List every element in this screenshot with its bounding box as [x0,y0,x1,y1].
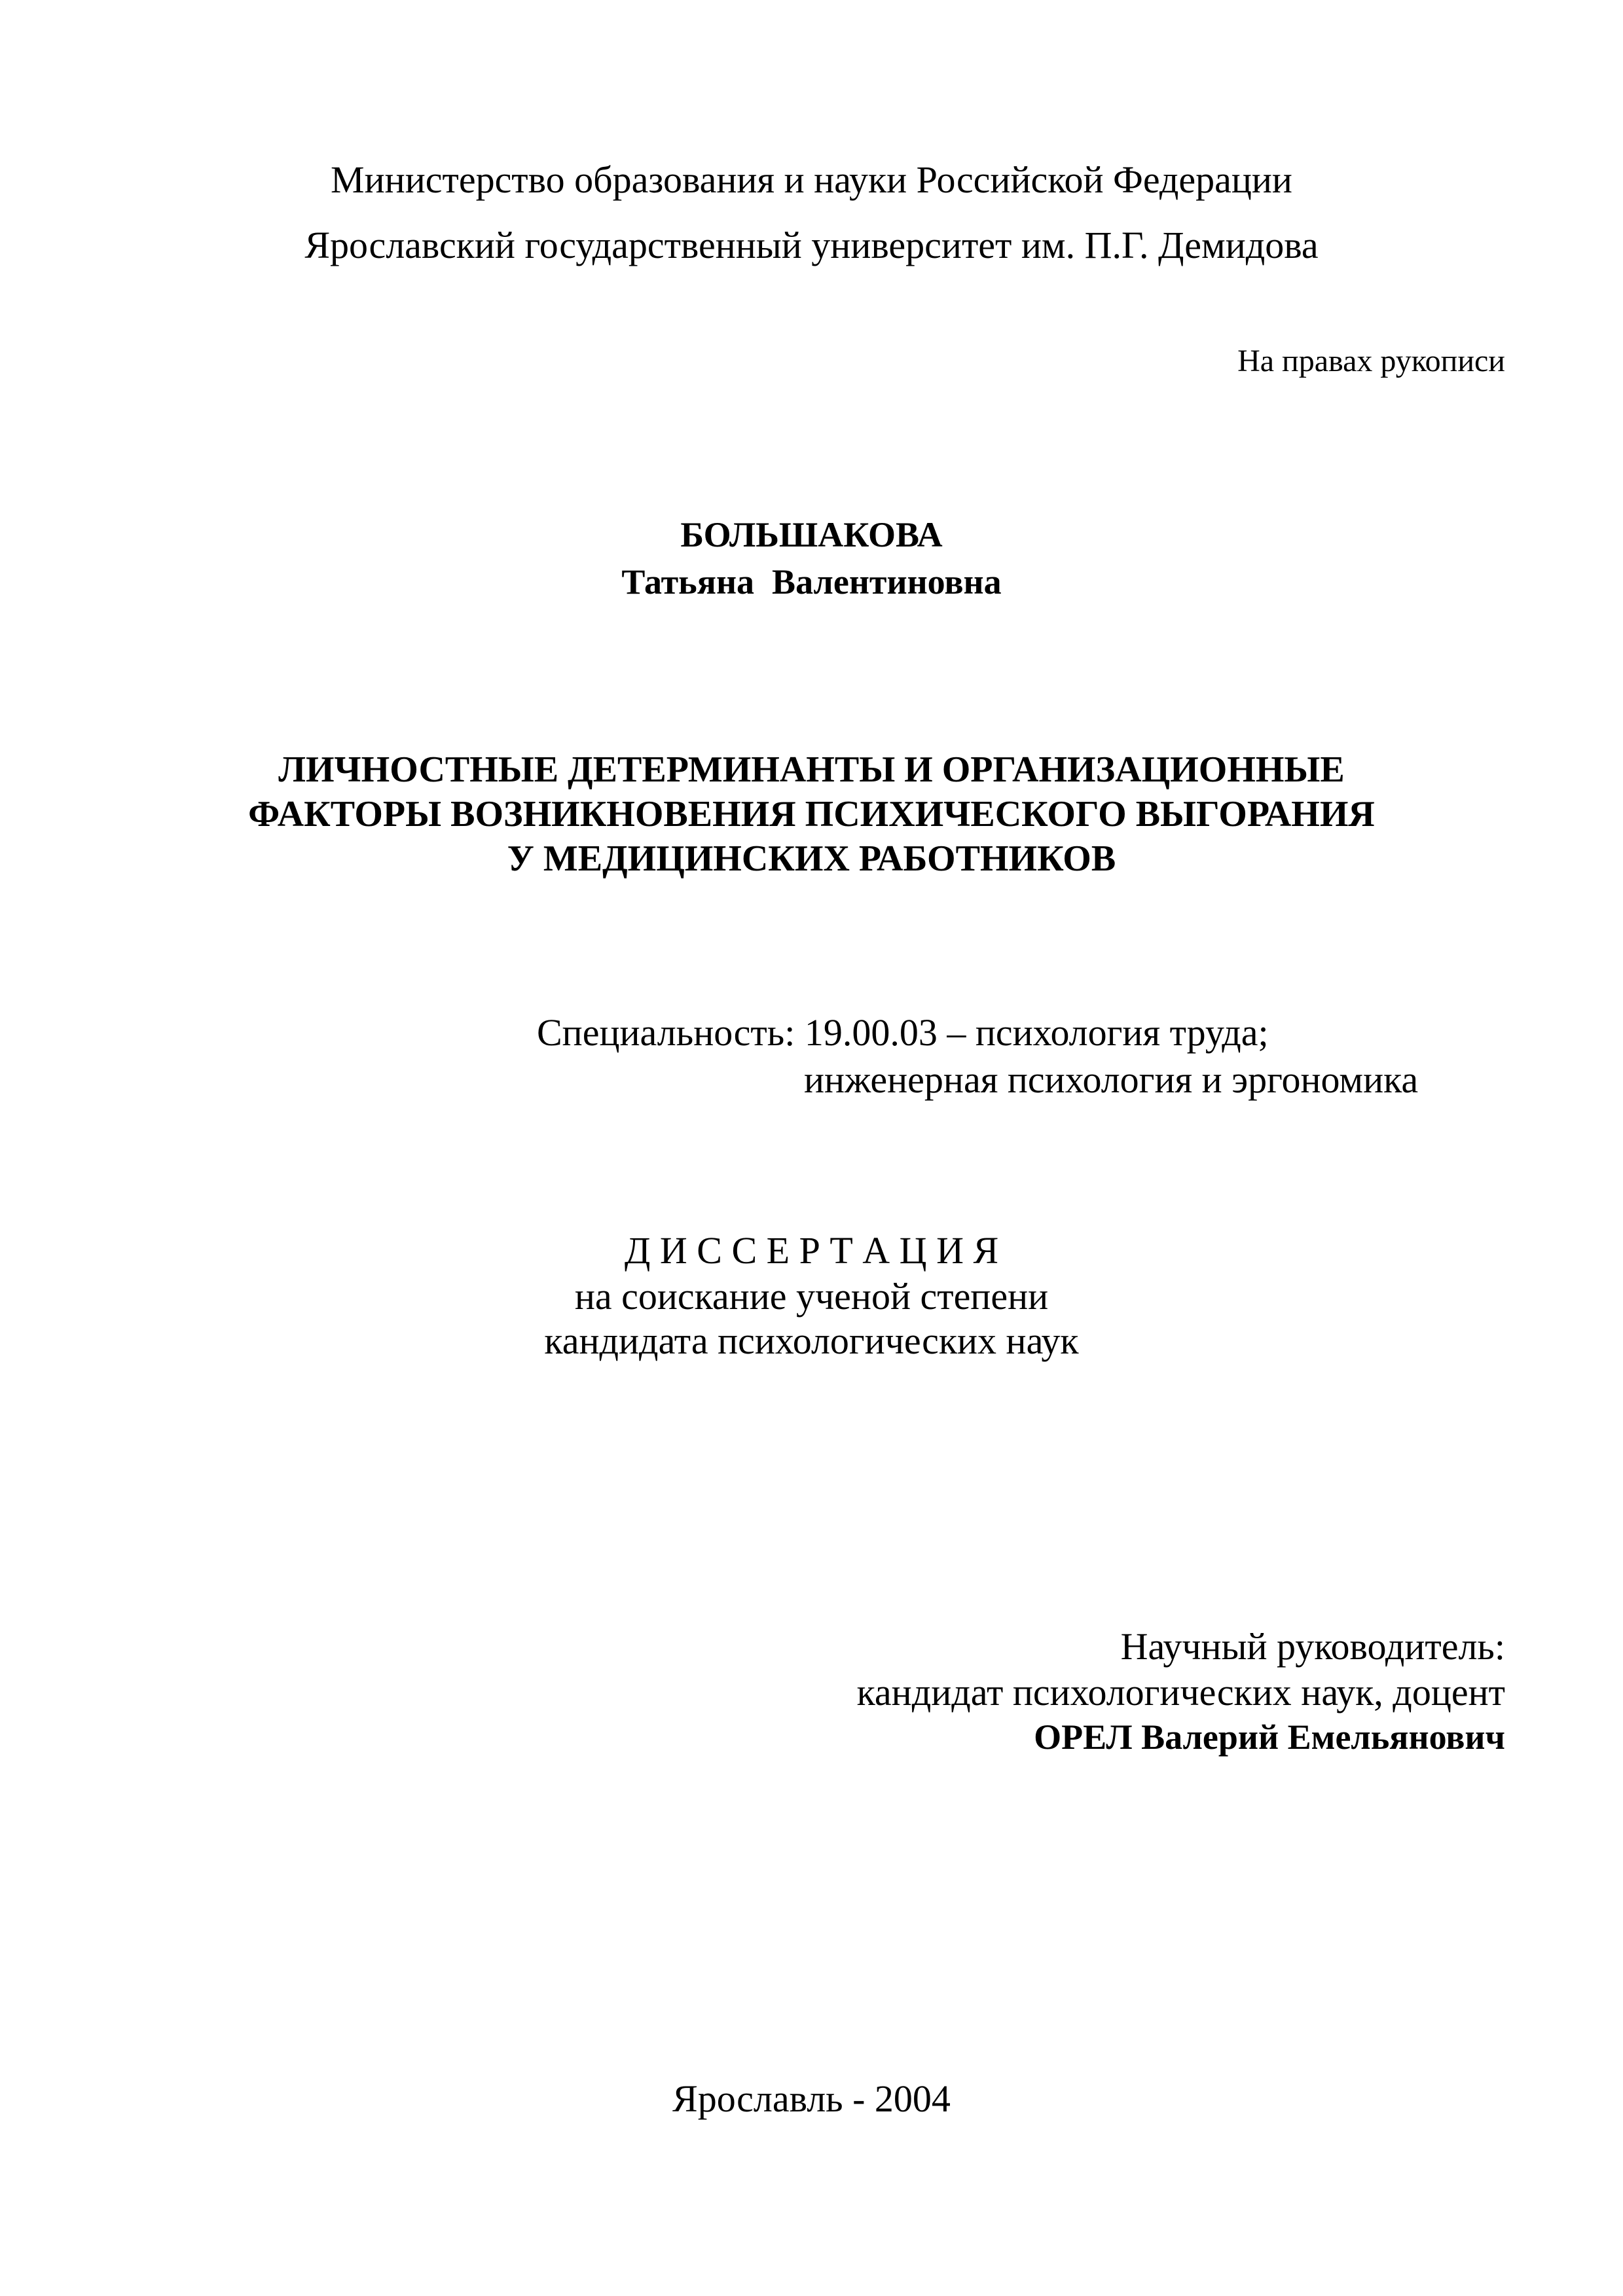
city-year: Ярославль - 2004 [672,2077,951,2120]
university-line: Ярославский государственный университет им. П.Г. Демидова [304,224,1319,266]
dissertation-heading: Д И С С Е Р Т А Ц И Я [624,1229,999,1272]
author-given-names: Татьяна Валентиновна [621,562,1002,601]
title-line-3: У МЕДИЦИНСКИХ РАБОТНИКОВ [507,838,1116,879]
supervisor-name: ОРЕЛ Валерий Емельянович [1034,1717,1505,1757]
author-surname: БОЛЬШАКОВА [680,515,943,554]
dissertation-line-2: кандидата психологических наук [544,1319,1079,1362]
title-line-2: ФАКТОРЫ ВОЗНИКНОВЕНИЯ ПСИХИЧЕСКОГО ВЫГОРАНИЯ [248,794,1375,834]
manuscript-note: На правах рукописи [1237,344,1505,378]
ministry-line: Министерство образования и науки Российской Федерации [331,158,1292,201]
supervisor-degree: кандидат психологических наук, доцент [856,1671,1505,1713]
title-line-1: ЛИЧНОСТНЫЕ ДЕТЕРМИНАНТЫ И ОРГАНИЗАЦИОННЫЕ [278,749,1345,790]
specialty-line-2: инженерная психология и эргономика [804,1058,1419,1101]
supervisor-label: Научный руководитель: [1120,1625,1505,1668]
dissertation-line-1: на соискание ученой степени [574,1275,1049,1318]
specialty-line-1: Специальность: 19.00.03 – психология труда; [537,1011,1269,1054]
